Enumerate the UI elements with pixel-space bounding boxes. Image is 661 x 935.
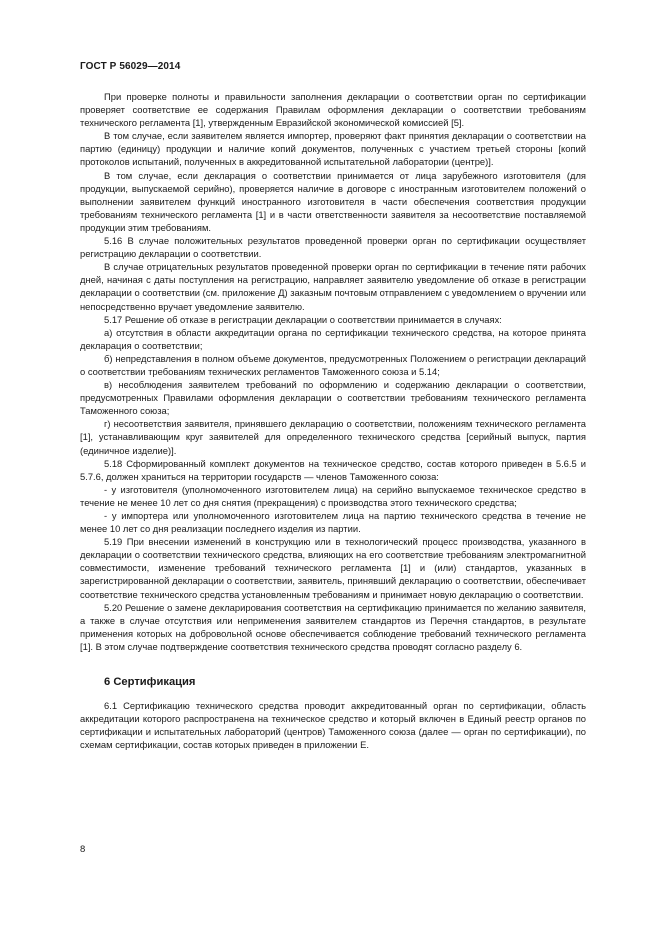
paragraph: При проверке полноты и правильности заполнения декларации о соответствии орган по сертификации проверяет соответствие ее содержания Правилам оформления декларации о соответствии требованиям технического регламента [1], утвержденным Евразийской экономической комиссией [5].	[80, 91, 586, 129]
paragraph: г) несоответствия заявителя, принявшего декларацию о соответствии, положениям технического регламента [1], устанавливающим круг заявителей для определенного технического средства [серийный выпуск, партия (единичное изделие)].	[80, 418, 586, 456]
paragraphs-before-section	[80, 90, 586, 653]
paragraph: 6.1 Сертификацию технического средства проводит аккредитованный орган по сертификации, область аккредитации которого распространена на техническое средство и который включен в Единый реестр органов по сертификации и испытательных лабораторий (центров) Таможенного союза (далее — орган по сертификации), по схемам сертификации, состав которых приведен в приложении Е.	[80, 700, 586, 751]
paragraph: 5.16 В случае положительных результатов проведенной проверки орган по сертификации осуществляет регистрацию декларации о соответствии.	[80, 235, 586, 260]
paragraphs-after-section	[80, 699, 586, 751]
paragraph: - у импортера или уполномоченного изготовителем лица на партию технического средства в течение не менее 10 лет со дня реализации последнего изделия из партии.	[80, 510, 586, 535]
paragraph: 5.20 Решение о замене декларирования соответствия на сертификацию принимается по желанию заявителя, а также в случае отсутствия или неприменения заявителем стандартов из Перечня стандартов, в результате применения которых на добровольной основе обеспечивается соблюдение требований технического регламента [1]. В этом случае подтверждение соответствия технического средства проводят согласно разделу 6.	[80, 601, 586, 652]
paragraph: а) отсутствия в области аккредитации органа по сертификации технического средства, на которое принята декларация о соответствии;	[80, 326, 586, 351]
paragraph: б) непредставления в полном объеме документов, предусмотренных Положением о регистрации деклараций о соответствии требованиям технических регламентов Таможенного союза и 5.14;	[80, 352, 586, 377]
paragraph: В том случае, если декларация о соответствии принимается от лица зарубежного изготовителя (для продукции, выпускаемой серийно), проверяется наличие в договоре с иностранным изготовителем положений о выполнении заявителем функций иностранного изготовителя в части обеспечения соответствия продукции требованиям технического регламента [1] и в части ответственности заявителя за несоответствие поставляемой продукции этим требованиям.	[80, 169, 586, 233]
paragraph: - у изготовителя (уполномоченного изготовителем лица) на серийно выпускаемое техническое средство в течение не менее 10 лет со дня снятия (прекращения) с производства этого технического средства;	[80, 483, 586, 508]
paragraph: 5.17 Решение об отказе в регистрации декларации о соответствии принимается в случаях:	[104, 313, 502, 325]
document-header: ГОСТ Р 56029—2014	[80, 61, 181, 72]
section-title: 6 Сертификация	[104, 676, 196, 689]
paragraph: в) несоблюдения заявителем требований по оформлению и содержанию декларации о соответствии, предусмотренных Правилами оформления декларации о соответствии требованиям технического регламента Таможенного союза;	[80, 379, 586, 417]
paragraph: В том случае, если заявителем является импортер, проверяют факт принятия декларации о соответствии на партию (единицу) продукции и наличие копий документов, полученных с участием третьей стороны [копий протоколов испытаний, полученных в аккредитованной испытательной лаборатории (центре)].	[80, 130, 586, 168]
paragraph: 5.19 При внесении изменений в конструкцию или в технологический процесс производства, указанного в декларации о соответствии технического средства, влияющих на его соответствие требованиям электромагнитной совместимости, изменение требований технического регламента [1] и (или) стандартов, указанных в зарегистрированной декларации о соответствии, заявитель, принявший декларацию о соответствии, обеспечивает соответствие технического средства установленным требованиям и принимает новую декларацию о соответствии.	[80, 536, 586, 600]
page-number: 8	[80, 844, 86, 855]
paragraph: 5.18 Сформированный комплект документов на техническое средство, состав которого приведен в 5.6.5 и 5.7.6, должен храниться на территории государств — членов Таможенного союза:	[80, 457, 586, 482]
paragraph: В случае отрицательных результатов проведенной проверки орган по сертификации в течение пяти рабочих дней, начиная с даты поступления на регистрацию, направляет заявителю уведомление об отказе в регистрации декларации о соответствии (см. приложение Д) заказным почтовым отправлением с уведомлением о вручении или непосредственно вручает уведомление заявителю.	[80, 261, 586, 312]
document-body	[80, 90, 586, 751]
